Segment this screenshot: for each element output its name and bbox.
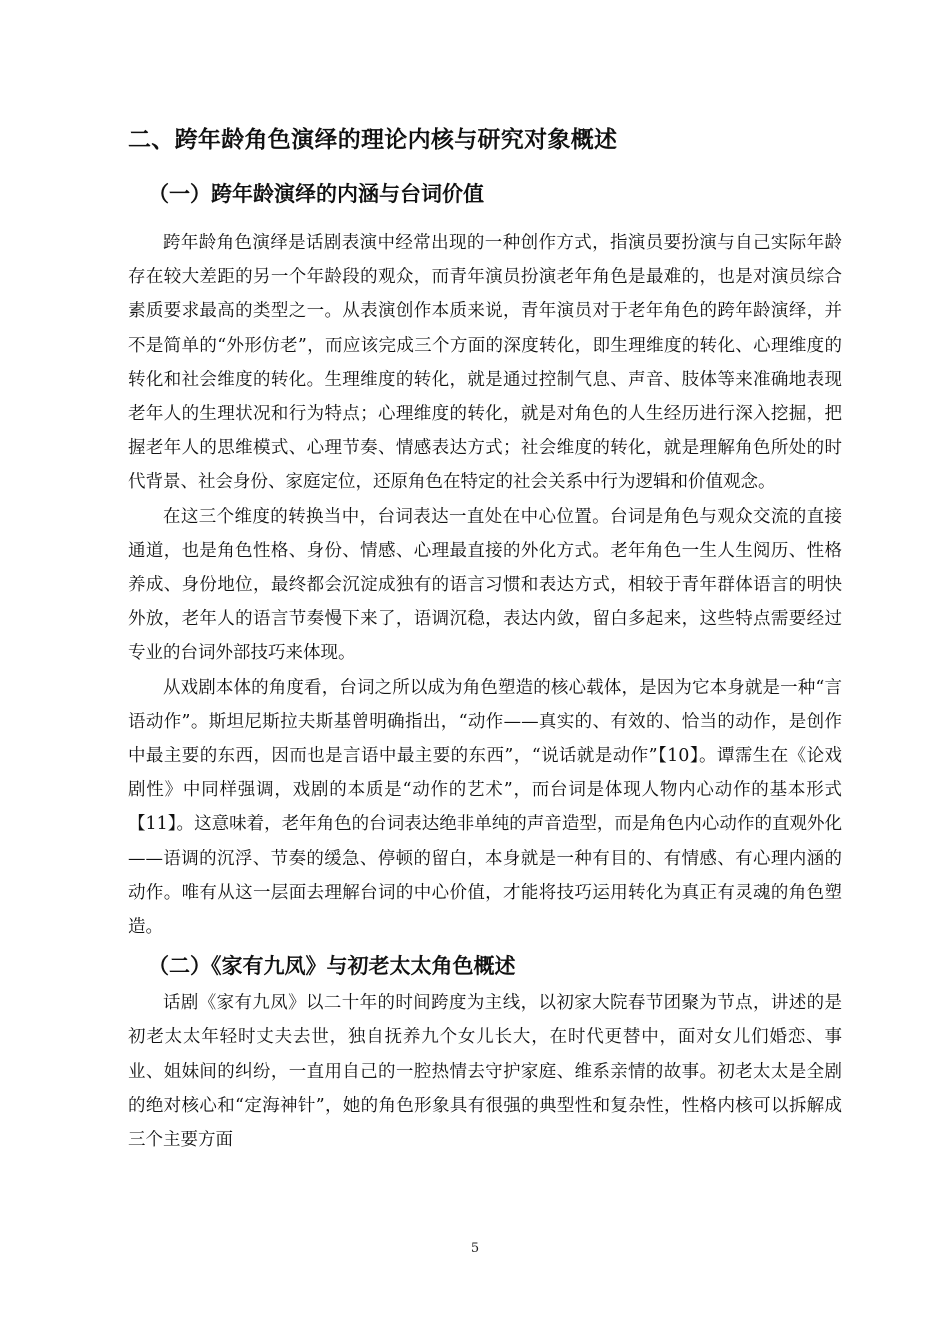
page-number: 5 (470, 1241, 480, 1256)
paragraph: 从戏剧本体的角度看，台词之所以成为角色塑造的核心载体，是因为它本身就是一种“言语动作”。斯坦尼斯拉夫斯基曾明确指出，“动作——真实的、有效的、恰当的动作，是创作中最主要的东西，因而也是言语中最主要的东西”，“说话就是动作”【10】。谭霈生在《论戏剧性》中同样强调，戏剧的本质是“动作的艺术”，而台词是体现人物内心动作的基本形式【11】。这意味着，老年角色的台词表达绝非单纯的声音造型，而是角色内心动作的直观外化——语调的沉浮、节奏的缓急、停顿的留白，本身就是一种有目的、有情感、有心理内涵的动作。唯有从这一层面去理解台词的中心价值，才能将技巧运用转化为真正有灵魂的角色塑造。 (128, 677, 842, 938)
paragraph: 话剧《家有九凤》以二十年的时间跨度为主线，以初家大院春节团聚为节点，讲述的是初老太太年轻时丈夫去世，独自抚养九个女儿长大，在时代更替中，面对女儿们婚恋、事业、姐妹间的纠纷，一直用自己的一腔热情去守护家庭、维系亲情的故事。初老太太是全剧的绝对核心和“定海神针”，她的角色形象具有很强的典型性和复杂性，性格内核可以拆解成三个主要方面 (128, 993, 842, 1151)
section-title: 二、跨年龄角色演绎的理论内核与研究对象概述 (128, 127, 618, 153)
subsection-heading-2: （二）《家有九凤》与初老太太角色概述 (148, 954, 516, 979)
paragraph: 在这三个维度的转换当中，台词表达一直处在中心位置。台词是角色与观众交流的直接通道，也是角色性格、身份、情感、心理最直接的外化方式。老年角色一生人生阅历、性格养成、身份地位，最终都会沉淀成独有的语言习惯和表达方式，相较于青年群体语言的明快外放，老年人的语言节奏慢下来了，语调沉稳，表达内敛，留白多起来，这些特点需要经过专业的台词外部技巧来体现。 (128, 506, 842, 664)
page-body (128, 118, 842, 1157)
paragraph: 跨年龄角色演绎是话剧表演中经常出现的一种创作方式，指演员要扮演与自己实际年龄存在较大差距的另一个年龄段的观众，而青年演员扮演老年角色是最难的，也是对演员综合素质要求最高的类型之一。从表演创作本质来说，青年演员对于老年角色的跨年龄演绎，并不是简单的“外形仿老”，而应该完成三个方面的深度转化，即生理维度的转化、心理维度的转化和社会维度的转化。生理维度的转化，就是通过控制气息、声音、肢体等来准确地表现老年人的生理状况和行为特点；心理维度的转化，就是对角色的人生经历进行深入挖掘，把握老年人的思维模式、心理节奏、情感表达方式；社会维度的转化，就是理解角色所处的时代背景、社会身份、家庭定位，还原角色在特定的社会关系中行为逻辑和价值观念。 (128, 233, 842, 493)
subsection-heading-1: （一）跨年龄演绎的内涵与台词价值 (148, 182, 484, 206)
